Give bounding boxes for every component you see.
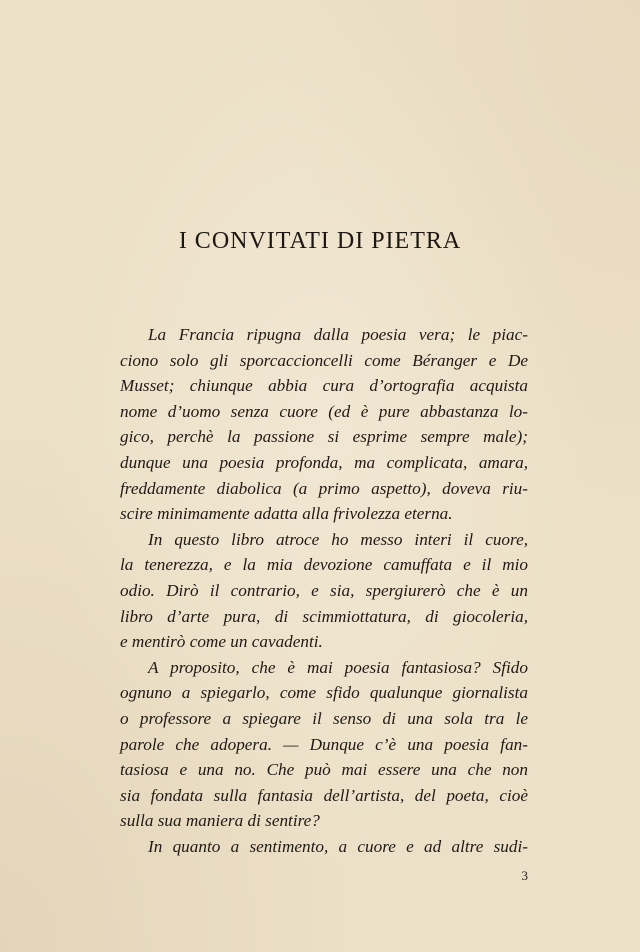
text-line: freddamente diabolica (a primo aspetto), doveva riu- [120,478,528,498]
paragraph [92,834,528,860]
paragraph [92,322,528,527]
text-line: Musset; chiunque abbia cura d’ortografia acquista [120,376,528,396]
text-line: e mentirò come un cavadenti. [120,632,323,652]
chapter-title: I CONVITATI DI PIETRA [178,228,462,254]
text-line: A proposito, che è mai poesia fantasiosa? Sfido [148,657,528,677]
text-line: sulla sua maniera di sentire? [120,811,320,831]
text-line: scire minimamente adatta alla frivolezza eterna. [120,504,453,524]
text-line: o professore a spiegare il senso di una sola tra le [120,708,528,728]
text-line: la tenerezza, e la mia devozione camuffata e il mio [120,555,528,575]
text-line: ciono solo gli sporcaccioncelli come Béranger e De [120,350,528,370]
text-line: tasiosa e una no. Che può mai essere una che non [120,760,528,780]
text-line: gico, perchè la passione si esprime sempre male); [120,427,528,447]
text-line: In quanto a sentimento, a cuore e ad altre sudi- [148,836,528,856]
text-line: sia fondata sulla fantasia dell’artista, del poeta, cioè [120,785,528,805]
page-number: 3 [521,868,528,883]
text-line: dunque una poesia profonda, ma complicata, amara, [120,452,528,472]
paragraph [92,527,528,655]
text-line: ognuno a spiegarlo, come sfido qualunque giornalista [120,683,528,703]
text-line: libro d’arte pura, di scimmiottatura, di giocoleria, [120,606,528,626]
text-line: In questo libro atroce ho messo interi il cuore, [148,529,528,549]
text-line: nome d’uomo senza cuore (ed è pure abbastanza lo- [120,401,528,421]
text-line: parole che adopera. — Dunque c’è una poesia fan- [120,734,528,754]
text-line: odio. Dirò il contrario, e sia, spergiurerò che è un [120,580,528,600]
text-line: La Francia ripugna dalla poesia vera; le piac- [148,325,528,344]
body-text [92,322,528,859]
paragraph [92,655,528,834]
